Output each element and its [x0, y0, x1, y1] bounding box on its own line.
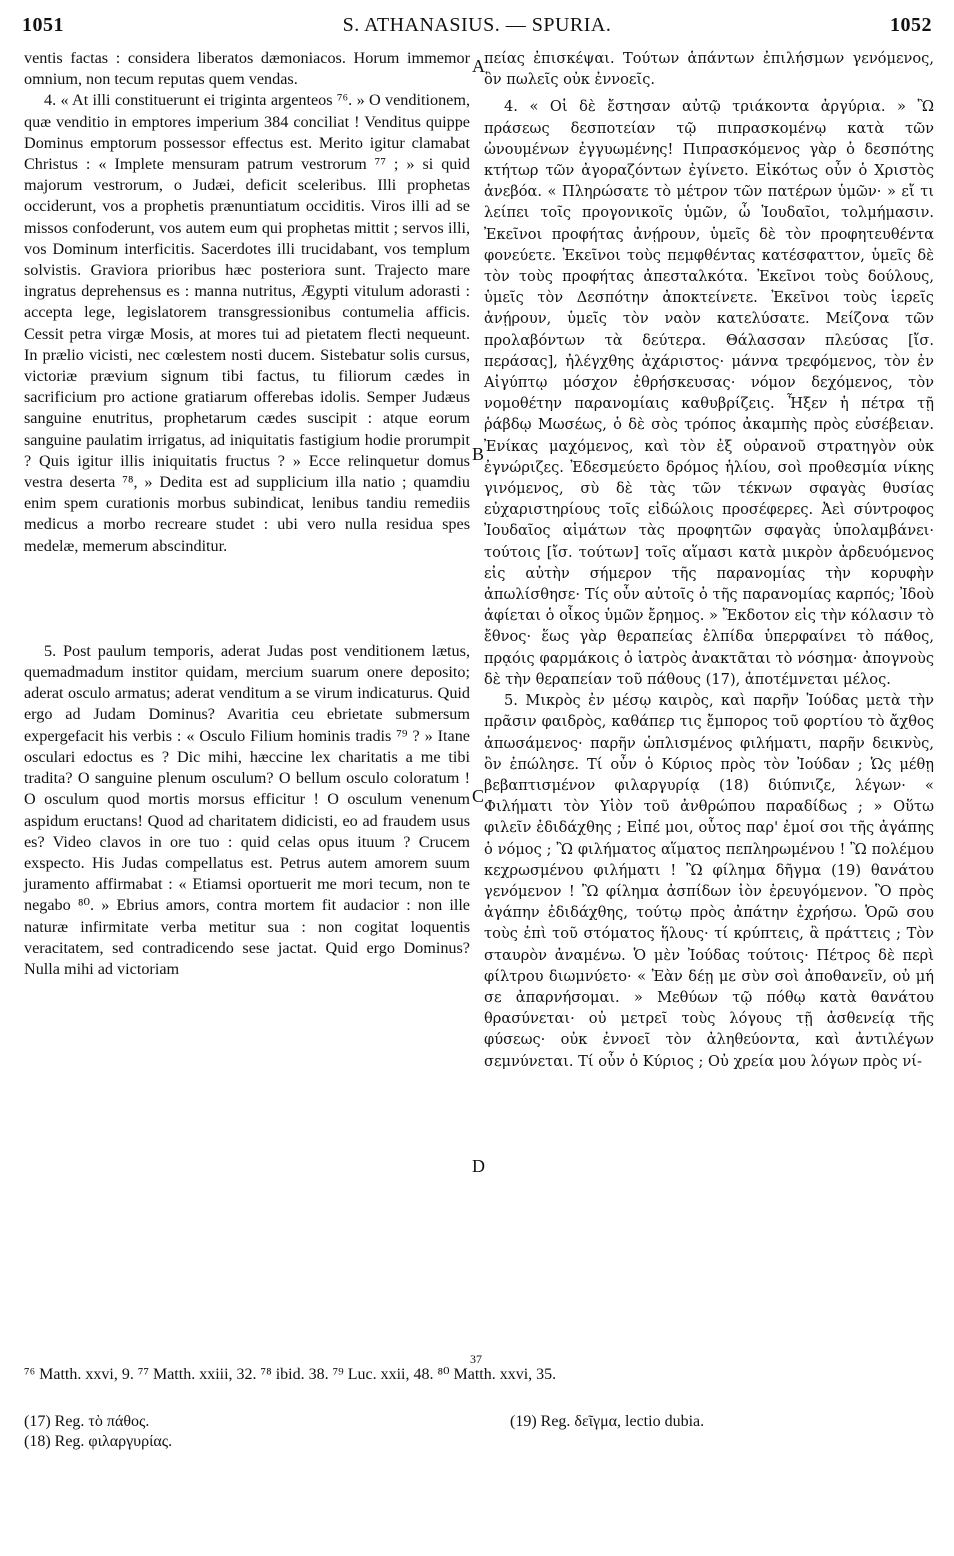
latin-paragraph-4: 4. « At illi constituerunt ei triginta argenteos ⁷⁶. » O venditionem, quæ venditio in emptores imperium 384 conciliat ! Venditus quippe Dominus emptorum possessor effectus est. Merito igitur clamabat Christus : « Implete mensuram patrum vestrorum ⁷⁷ ; » si quid majorum vestrorum, o Judæi, deficit sceleribus. Illi prophetas occiderunt, vos a prophetis prænuntiatum occiditis. Viros illi ad se missos confoderunt, vos autem eum qui prophetas mittit ; servos illi, vos Dominum interficitis. Sacerdotes illi trucidabant, vos templum solvistis. Graviora prioribus hæc posteriora sunt. Trajecto mare ingratus deprehensus es : manna nutritus, Ægypti vitulum adorasti : accepta lege, legislatorem transgressionibus contumelia afficis. Cessit petra virgæ Mosis, at mores tui ad pietatem flecti nequeunt. In prælio vicisti, nec cœlestem nosti ducem. Sistebatur solis cursus, victoriæ prævium signum tibi factus, tu filiorum cædes in sacrificium pro actione gratiarum offerebas idolis. Semper Judæus sanguine enutritus, prophetarum cædes suscipit : atque eorum sanguine paulatim irrigatus, ad iniquitatis fastigium hodie prorumpit ? Quis igitur illis iniquitatis fructus ? » Ecce relinquetur domus vestra deserta ⁷⁸, » Dedita est ad supplicium illa natio ; quamdiu enim spem curationis morbus subindicat, lenibus tandiu remediis medicus a morbo recreare studet : ubi vero nulla residua spes medelæ, memerum abscinditur. — [24, 91, 470, 555]
running-header — [22, 14, 932, 42]
latin-column — [24, 48, 470, 980]
latin-paragraph-1: ventis factas : considera liberatos dæmoniacos. Horum immemor omnium, non tecum reputas quem vendas. — [24, 49, 470, 89]
margin-marker-a: A — [472, 56, 485, 76]
greek-paragraph-5: 5. Μικρὸς ἐν μέσῳ καιρὸς, καὶ παρῆν Ἰούδας μετὰ τὴν πρᾶσιν φαιδρὸς, καθάπερ τις ἔμπορος τοῦ φορτίου τὸ ἄχθος ἀπωσάμενος· παρῆν ὡπλισμένος φιλήματι, παρῆν δεικνὺς, ὃν ἐπώλησε. Τί οὖν ὁ Κύριος πρὸς τὸν Ἰούδαν ; Ὡς μέθῃ βεβαπτισμένον φιλαργυρίᾳ (18) διύπνιζε, λέγων· « Φιλήματι τὸν Υἱὸν τοῦ ἀνθρώπου παραδίδως ; » Οὕτω φιλεῖν ἐδιδάχθης ; Εἰπέ μοι, οὗτος παρ' ἐμοί σοι τῆς ἀγάπης ὁ νόμος ; Ὢ φιλήματος αἵματος πεπληρωμένου ! Ὢ πολέμου κεχρωσμένου φιλήματι ! Ὢ φίλημα δῆγμα (19) θανάτου γενόμενον ! Ὢ φίλημα ἀσπίδων ἰὸν ἐρευγόμενον. Ὃ πρὸς ἀγάπην ἐδιδάχθης, τούτῳ πρὸς ἀπάτην ἐχρήσω. Ὁρῶ σου τοὺς ἐπὶ τοῦ στόματος ἥλους· τί κρύπτεις, ἃ πράττεις ; Τὸν σταυρὸν ἀναμένω. Ὁ μὲν Ἰούδας τούτοις· Πέτρος δὲ περὶ φίλτρου διωμνύετο· « Ἐὰν δέῃ με σὺν σοὶ ἀποθανεῖν, οὐ μή σε ἀπαρνήσομαι. » Μεθύων τῷ πόθῳ κατὰ θανάτου θρασύνεται· οὐ μετρεῖ τοὺς λόγους τῇ ἀσθενείᾳ τῆς φύσεως· οὐκ ἐννοεῖ τὸν ἀληθεύοντα, καὶ ἀντιλέγων σεμνύνεται. Τί οὖν ὁ Κύριος ; Οὐ χρεία μου λόγων πρὸς νί- — [484, 692, 934, 1070]
greek-column — [484, 48, 934, 1072]
page-number-left: 1051 — [22, 14, 64, 36]
signature-mark: 37 — [470, 1352, 482, 1366]
margin-marker-b: B — [472, 444, 485, 464]
note-17: (17) Reg. τὸ πάθος. — [24, 1413, 150, 1430]
page-number-right: 1052 — [890, 14, 932, 36]
latin-paragraph-5: 5. Post paulum temporis, aderat Judas post venditionem lætus, quemadmadum institor quidam, mercium suarum onere deposito; aderat osculo armatus; aderat venditum a se virum indicaturus. Quid ergo ad Judam Dominus? Avaritia ceu ebrietate submersum expergefacit his verbis : « Osculo Filium hominis tradis ⁷⁹ ? » Itane osculari edoctus es ? Dic mihi, hæccine lex charitatis a me tibi tradita? O sanguine plenum osculum? O bellum osculo coloratum ! O osculum quod mortis morsus efficitur ! O osculum venenum aspidum eructans! Quod ad charitatem didicisti, eo ad fraudem usus es? Video clavos in ore tuo : quid celas opus ituum ? Crucem exspecto. His Judas compellatus est. Petrus autem amorem suum juramento affirmabat : « Etiamsi oportuerit me mori tecum, non te negabo ⁸⁰. » Ebrius amors, contra mortem fit audacior : non ille naturæ infirmitate verba metitur sua : non cogitat loquentis veracitatem, sed contradicendo sese jactat. Quid ergo Dominus? Nulla mihi ad victoriam — [24, 641, 470, 978]
margin-marker-c: C — [472, 786, 485, 806]
margin-marker-d: D — [472, 1156, 485, 1176]
scripture-references: ⁷⁶ Matth. xxvi, 9. ⁷⁷ Matth. xxiii, 32. ⁷⁸ ibid. 38. ⁷⁹ Luc. xxii, 48. ⁸⁰ Matth. xxvi, 35. — [24, 1366, 557, 1383]
note-18: (18) Reg. φιλαργυρίας. — [24, 1433, 173, 1450]
greek-paragraph-4: 4. « Οἱ δὲ ἔστησαν αὐτῷ τριάκοντα ἀργύρια. » Ὢ πράσεως δεσποτείαν τῷ πιπρασκομένῳ κατὰ τῶν ὠνουμένων ἐγγυωμένης! Πιπρασκόμενος γὰρ ὁ δεσπότης κτήτωρ τῶν ἀγοραζόντων ἐγίνετο. Εἰκότως οὖν ὁ Χριστὸς ἀνεβόα. « Πληρώσατε τὸ μέτρον τῶν πατέρων ὑμῶν· » εἴ τι λείπει τοῖς προγονικοῖς ὑμῶν, ὦ Ἰουδαῖοι, τολμήμασιν. Ἐκεῖνοι προφήτας ἀνῄρουν, ὑμεῖς δὲ τὸν προφητευθέντα φονεύετε. Ἐκεῖνοι τοὺς πεμφθέντας κατέσφαττον, ὑμεῖς δὲ τὸν τοὺς προφήτας ἀπεσταλκότα. Ἐκεῖνοι τοὺς δούλους, ὑμεῖς τὸν Δεσπότην ἀποκτείνετε. Ἐκεῖνοι τοὺς ἱερεῖς ἀνῄρουν, ὑμεῖς τὸν ναὸν κατελύσατε. Μείζονα τῶν προλαβόντων τὰ δεύτερα. Θάλασσαν πλεύσας [ἴσ. περάσας], ἠλέγχθης ἀχάριστος· μάννα τρεφόμενος, τὸν ἐν Αἰγύπτῳ μόσχον ἐθρήσκευσας· νόμον δεχόμενος, τὸν νομοθέτην παρανομίαις καθυβρίζεις. Ἦξεν ἡ πέτρα τῇ ῥάβδῳ Μωσέως, ὁ δὲ σὸς τρόπος ἀκαμπὴς πρὸς εὐσέβειαν. Ἐνίκας μαχόμενος, καὶ τὸν ἐξ οὐρανοῦ στρατηγὸν οὐκ ἐγνώριζες. Ἐδεσμεύετο δρόμος ἡλίου, σοὶ προθεσμία νίκης γινόμενος, σὺ δὲ τὰς τῶν τέκνων σφαγὰς θυσίας εὐχαριστηρίους τοῖς εἰδώλοις προσέφερες. Ἀεὶ σύντροφος Ἰουδαῖος αἱμάτων τὰς προφητῶν σφαγὰς ὑπολαμβάνει· τούτοις [ἴσ. τούτων] τοῖς αἵμασι κατὰ μικρὸν ἀρδευόμενος εἰς αὐτὴν σήμερον τῆς παρανομίας τὴν κορυφὴν ἀπωλίσθησε· Τίς οὖν αὐτοῖς ὁ τῆς παρανομίας καρπός; Ἰδοὺ ἀφίεται ὁ οἶκος ὑμῶν ἔρημος. » Ἔκδοτον εἰς τὴν κόλασιν τὸ ἔθνος· ἕως γὰρ θεραπείας ἐλπίδα ὑπερφαίνει τὸ πάθος, πρᾳόις φαρμάκοις ὁ ἰατρὸς ἀνακτᾶται τὸ νόσημα· ἀπογνοὺς δὲ τὴν θεραπείαν τοῦ πάθους (17), ἀποτέμνεται μέλος. — [484, 98, 934, 688]
greek-paragraph-1: πείας ἐπισκέψαι. Τούτων ἁπάντων ἐπιλήσμων γενόμενος, ὃν πωλεῖς οὐκ ἐννοεῖς. — [484, 50, 934, 89]
note-19: (19) Reg. δεῖγμα, lectio dubia. — [510, 1413, 705, 1430]
variant-notes-right — [510, 1412, 704, 1432]
variant-notes-left — [24, 1412, 172, 1452]
running-title: S. ATHANASIUS. — SPURIA. — [342, 14, 612, 36]
